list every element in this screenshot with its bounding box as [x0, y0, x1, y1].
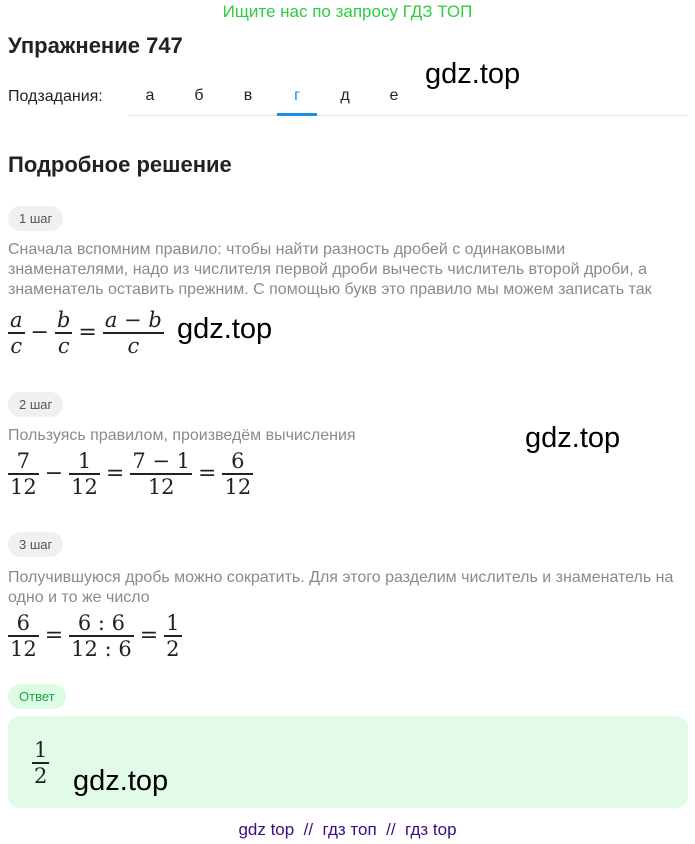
step-1-text: Сначала вспомним правило: чтобы найти разность дробей с одинаковыми знаменателями, надо из числителя первой дроби вычесть числитель второй дроби, а знаменатель оставить прежним. С помощью букв это правило мы можем записать так: [8, 241, 652, 298]
step-2-text: Пользуясь правилом, произведём вычисления: [8, 427, 356, 444]
numerator: 1: [166, 611, 180, 635]
numerator: 1: [34, 738, 48, 762]
numerator: 6: [16, 611, 31, 635]
numerator: 7 − 1: [132, 449, 191, 473]
numerator: 6: [231, 449, 245, 473]
numerator: 1: [77, 449, 92, 473]
watermark: gdz.top: [73, 765, 169, 797]
search-hint-banner: Ищите нас по запросу ГДЗ ТОП: [222, 2, 473, 21]
fraction: [8, 308, 25, 358]
fraction: [69, 449, 100, 499]
denominator: 2: [34, 763, 48, 788]
numerator: 6 : 6: [77, 611, 125, 635]
step-3-formula: [8, 611, 182, 661]
watermark: gdz.top: [425, 58, 521, 90]
answer-badge: Ответ: [8, 684, 66, 709]
fraction: [222, 449, 253, 499]
numerator: b: [56, 308, 71, 332]
numerator: a − b: [104, 308, 162, 332]
fraction: [130, 449, 192, 499]
equals-sign: =: [198, 461, 217, 487]
tab-e[interactable]: е: [389, 87, 399, 104]
watermark: gdz.top: [525, 422, 621, 454]
step-3-text: Получившуюся дробь можно сократить. Для этого разделим числитель и знаменатель на одно и то же число: [8, 569, 674, 606]
fraction: [103, 308, 164, 358]
footer-links[interactable]: gdz top // гдз топ // гдз top: [238, 820, 457, 839]
denominator: 12: [10, 474, 37, 499]
denominator: 12: [147, 474, 175, 499]
step-3-badge: 3 шаг: [8, 532, 63, 557]
denominator: c: [10, 333, 23, 358]
denominator: 12: [224, 474, 252, 499]
fraction: [8, 449, 39, 499]
tabs-divider: [128, 115, 688, 116]
fraction: [164, 611, 181, 661]
section-title: Подробное решение: [8, 152, 232, 177]
numerator: a: [10, 308, 23, 332]
step-1-formula: [8, 308, 164, 358]
denominator: 2: [166, 636, 180, 661]
denominator: 12 : 6: [71, 636, 132, 661]
answer-formula: [32, 738, 49, 788]
active-tab-indicator: [277, 113, 317, 116]
page-title: Упражнение 747: [8, 33, 183, 58]
tab-b[interactable]: б: [194, 87, 204, 104]
fraction: [69, 611, 134, 661]
step-2-formula: [8, 449, 253, 499]
denominator: c: [127, 333, 140, 358]
minus-sign: −: [30, 320, 49, 346]
step-2-badge: 2 шаг: [8, 392, 63, 417]
fraction: [32, 738, 49, 788]
denominator: 12: [10, 636, 37, 661]
tab-d[interactable]: д: [340, 87, 350, 104]
subtasks-label: Подзадания:: [8, 88, 103, 105]
tab-g[interactable]: г: [294, 87, 300, 104]
minus-sign: −: [44, 461, 64, 487]
equals-sign: =: [44, 623, 64, 649]
denominator: c: [57, 333, 70, 358]
step-1-badge: 1 шаг: [8, 206, 63, 231]
tab-a[interactable]: а: [145, 87, 155, 104]
equals-sign: =: [105, 461, 125, 487]
numerator: 7: [16, 449, 31, 473]
fraction: [8, 611, 39, 661]
watermark: gdz.top: [177, 313, 273, 345]
fraction: [55, 308, 72, 358]
equals-sign: =: [78, 320, 97, 346]
denominator: 12: [71, 474, 98, 499]
equals-sign: =: [139, 623, 159, 649]
tab-v[interactable]: в: [243, 87, 253, 104]
